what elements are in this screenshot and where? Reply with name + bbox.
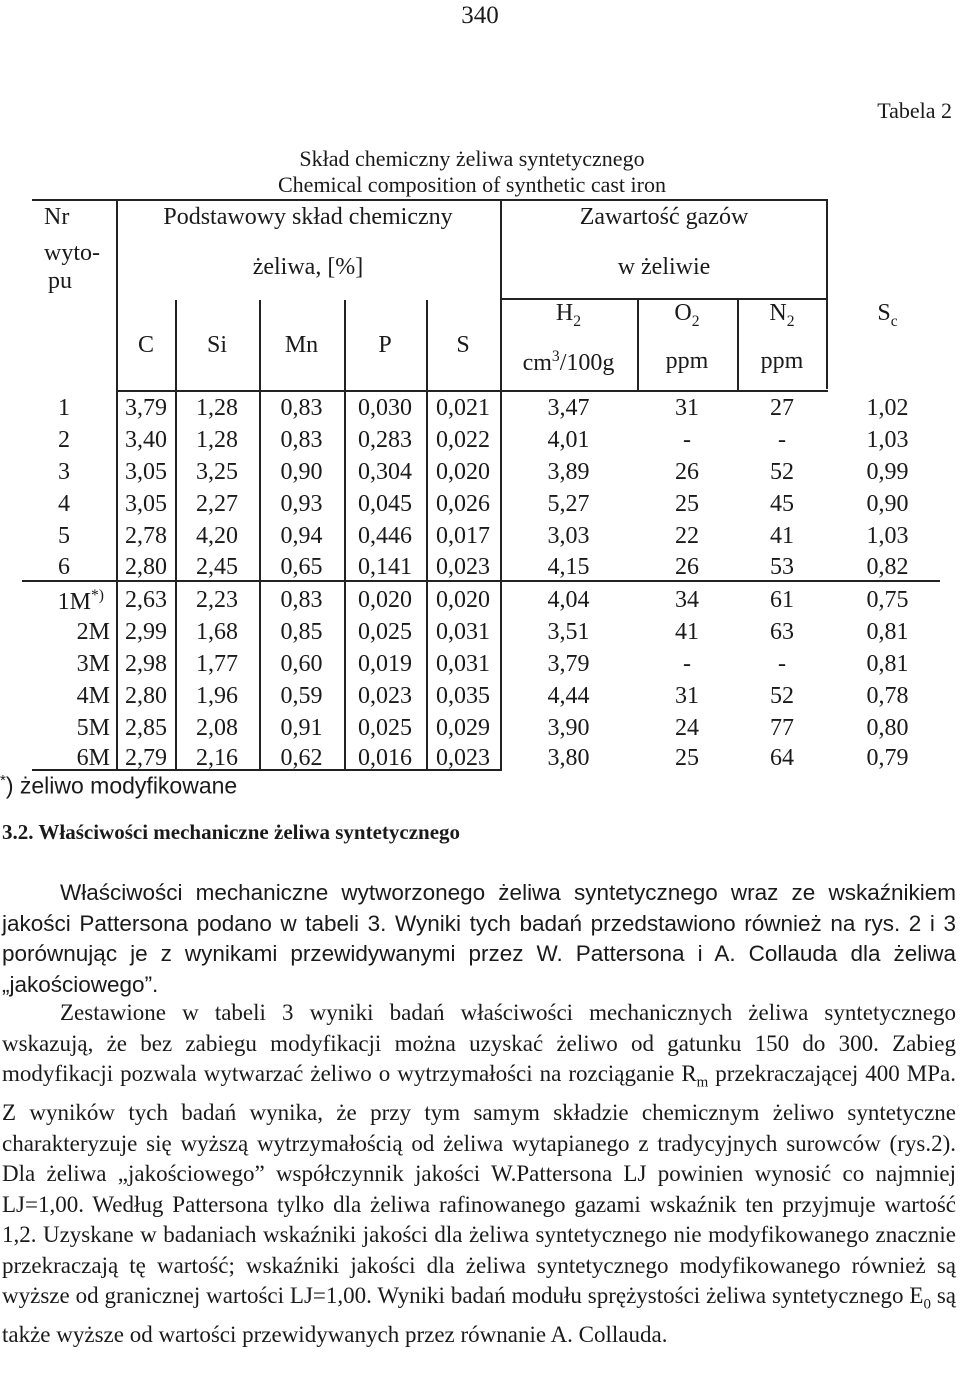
cell-o2: 41 — [675, 619, 699, 645]
cell-p: 0,025 — [358, 619, 412, 645]
cell-c: 2,98 — [125, 651, 167, 677]
cell-s: 0,020 — [436, 459, 490, 485]
cell-n2: - — [778, 427, 786, 453]
col-header-p: P — [378, 332, 392, 358]
cell-sc: 1,03 — [866, 427, 909, 453]
paragraph-1: Właściwości mechaniczne wytworzonego żeliwa syntetycznego wraz ze wskaźnikiem jakości Pattersona podano w tabeli 3. Wyniki tych badań przedstawiono również na rys. 2 i 3 porównując je z wynikami przewidywanymi przez W. Pattersona i A. Collauda dla żeliwa „jakościowego”. — [2, 880, 956, 997]
col-header-n2-unit: ppm — [760, 348, 804, 374]
cell-h2: 4,15 — [547, 554, 590, 580]
cell-o2: 31 — [675, 395, 699, 421]
cell-n2: 64 — [770, 745, 794, 771]
cell-p: 0,020 — [358, 587, 412, 613]
cell-si: 2,27 — [196, 491, 238, 517]
section-heading: 3.2. Właściwości mechaniczne żeliwa syntetycznego — [2, 820, 461, 844]
cell-h2: 3,03 — [547, 523, 590, 549]
table-caption-english: Chemical composition of synthetic cast iron — [278, 172, 666, 197]
cell-si: 3,25 — [196, 459, 238, 485]
col-header-s: S — [456, 332, 470, 358]
cell-p: 0,045 — [358, 491, 412, 517]
cell-mn: 0,65 — [280, 554, 323, 580]
cell-h2: 4,44 — [547, 683, 590, 709]
cell-mn: 0,59 — [280, 683, 323, 709]
cell-si: 2,23 — [196, 587, 238, 613]
cell-nr: 4 — [58, 491, 70, 517]
cell-si: 1,68 — [196, 619, 238, 645]
col-header-h2: $H_2$ — [555, 300, 582, 330]
cell-p: 0,023 — [358, 683, 412, 709]
cell-h2: 4,01 — [547, 427, 590, 453]
col-header-mn: Mn — [284, 332, 319, 358]
header-basic-composition: Podstawowy skład chemiczny — [163, 204, 453, 230]
cell-si: 1,96 — [196, 683, 238, 709]
cell-c: 2,80 — [125, 554, 167, 580]
cell-p: 0,030 — [358, 395, 412, 421]
cell-h2: 3,89 — [547, 459, 590, 485]
cell-s: 0,026 — [436, 491, 490, 517]
header-gas-content: Zawartość gazów — [579, 204, 749, 230]
cell-c: 2,80 — [125, 683, 167, 709]
cell-nr: 6M — [76, 745, 110, 771]
cell-c: 2,79 — [125, 745, 167, 771]
cell-nr: 1 — [58, 395, 70, 421]
cell-si: 2,08 — [196, 715, 238, 741]
col-header-o2: $O_2$ — [674, 300, 700, 330]
cell-p: 0,019 — [358, 651, 412, 677]
cell-n2: 41 — [770, 523, 794, 549]
cell-c: 2,99 — [125, 619, 167, 645]
cell-n2: 52 — [770, 459, 794, 485]
cell-s: 0,022 — [436, 427, 490, 453]
cell-mn: 0,83 — [280, 587, 323, 613]
cell-p: 0,446 — [358, 523, 412, 549]
cell-c: 2,85 — [125, 715, 167, 741]
cell-o2: 22 — [675, 523, 699, 549]
cell-sc: 0,75 — [866, 587, 909, 613]
col-header-c: C — [137, 332, 154, 358]
table-top-rule — [32, 199, 828, 201]
cell-s: 0,017 — [436, 523, 490, 549]
table-label: Tabela 2 — [877, 98, 952, 123]
footnote: *) żeliwo modyfikowane — [0, 772, 238, 799]
cell-n2: 45 — [770, 491, 794, 517]
cell-h2: 3,80 — [547, 745, 590, 771]
cell-sc: 0,81 — [866, 651, 909, 677]
cell-s: 0,035 — [436, 683, 490, 709]
cell-sc: 0,99 — [866, 459, 909, 485]
cell-c: 2,78 — [125, 523, 167, 549]
cell-s: 0,021 — [436, 395, 490, 421]
cell-n2: 27 — [770, 395, 794, 421]
cell-nr: 4M — [76, 683, 110, 709]
cell-p: 0,304 — [358, 459, 412, 485]
cell-si: 2,16 — [196, 745, 238, 771]
cell-o2: 26 — [675, 554, 699, 580]
cell-nr: 3 — [58, 459, 70, 485]
cell-sc: 0,90 — [866, 491, 909, 517]
col-header-n2: $N_2$ — [769, 300, 795, 330]
cell-n2: 77 — [770, 715, 794, 741]
col-header-sc: $S_c$ — [877, 300, 898, 330]
cell-p: 0,025 — [358, 715, 412, 741]
cell-si: 4,20 — [196, 523, 238, 549]
cell-s: 0,031 — [436, 619, 490, 645]
cell-si: 2,45 — [196, 554, 238, 580]
cell-sc: 0,79 — [866, 745, 909, 771]
cell-s: 0,023 — [436, 745, 490, 771]
cell-p: 0,016 — [358, 745, 412, 771]
cell-n2: 53 — [770, 554, 794, 580]
cell-o2: 34 — [675, 587, 699, 613]
cell-mn: 0,85 — [280, 619, 323, 645]
cell-n2: 61 — [770, 587, 794, 613]
col-header-o2-unit: ppm — [665, 348, 709, 374]
cell-n2: - — [778, 651, 786, 677]
cell-o2: 25 — [675, 745, 699, 771]
cell-h2: 3,47 — [547, 395, 590, 421]
cell-c: 3,05 — [125, 459, 167, 485]
cell-sc: 0,82 — [866, 554, 909, 580]
header-basic-composition-unit: żeliwa, [%] — [252, 254, 364, 280]
cell-nr: 5M — [76, 715, 110, 741]
header-nr: Nr — [44, 204, 70, 230]
cell-si: 1,77 — [196, 651, 238, 677]
cell-c: 3,40 — [125, 427, 167, 453]
cell-mn: 0,62 — [280, 745, 323, 771]
cell-sc: 1,02 — [866, 395, 909, 421]
cell-n2: 63 — [770, 619, 794, 645]
cell-si: 1,28 — [196, 395, 238, 421]
cell-p: 0,283 — [358, 427, 412, 453]
cell-s: 0,031 — [436, 651, 490, 677]
cell-nr: 1M*) — [57, 587, 104, 615]
cell-nr: 3M — [76, 651, 110, 677]
cell-s: 0,029 — [436, 715, 490, 741]
paragraph-2: Zestawione w tabeli 3 wyniki badań właściwości mechanicznych żeliwa syntetycznego wskazują, że bez zabiegu modyfikacji można uzyskać żeliwo od gatunku 150 do 300. Zabieg modyfikacji pozwala wytwarzać żeliwo o wytrzymałości na rozciąganie $R_m$ przekraczającej 400 MPa. Z wyników tych badań wynika, że przy tym samym składzie chemicznym żeliwo syntetyczne charakteryzuje się wyższą wytrzymałością od żeliwa wytapianego z tradycyjnych surowców (rys.2). Dla żeliwa „jakościowego” współczynnik jakości W.Pattersona LJ powinien wynosić co najmniej LJ=1,00. Według Pattersona tylko dla żeliwa rafinowanego gazami wskaźnik ten przyjmuje wartość 1,2. Uzyskane w badaniach wskaźniki jakości dla żeliwa syntetycznego nie modyfikowanego znacznie przekraczają tę wartość; wskaźniki jakości dla żeliwa syntetycznego modyfikowanego również są wyższe od granicznej wartości LJ=1,00. Wyniki badań modułu sprężystości żeliwa syntetycznego $E_0$ są także wyższe od wartości przewidywanych przez równanie A. Collauda. — [2, 1000, 956, 1348]
cell-si: 1,28 — [196, 427, 238, 453]
cell-c: 2,63 — [125, 587, 167, 613]
cell-o2: 26 — [675, 459, 699, 485]
col-header-si: Si — [206, 332, 227, 358]
cell-mn: 0,83 — [280, 427, 323, 453]
cell-o2: 24 — [675, 715, 699, 741]
header-nr-line3: pu — [48, 268, 72, 294]
table-header-bottom-rule — [116, 390, 828, 392]
cell-o2: 31 — [675, 683, 699, 709]
header-nr-line2: wyto- — [44, 240, 100, 266]
cell-mn: 0,93 — [280, 491, 323, 517]
col-header-h2-unit: $cm^3/100g$ — [522, 348, 615, 376]
cell-s: 0,023 — [436, 554, 490, 580]
cell-sc: 0,81 — [866, 619, 909, 645]
cell-sc: 0,78 — [866, 683, 909, 709]
cell-c: 3,05 — [125, 491, 167, 517]
cell-nr: 5 — [58, 523, 70, 549]
cell-s: 0,020 — [436, 587, 490, 613]
header-gas-content-line2: w żeliwie — [617, 254, 711, 280]
cell-sc: 0,80 — [866, 715, 909, 741]
cell-mn: 0,60 — [280, 651, 323, 677]
cell-h2: 3,79 — [547, 651, 590, 677]
page-number: 340 — [461, 2, 499, 29]
cell-sc: 1,03 — [866, 523, 909, 549]
cell-p: 0,141 — [358, 554, 412, 580]
cell-o2: 25 — [675, 491, 699, 517]
cell-o2: - — [683, 427, 691, 453]
cell-o2: - — [683, 651, 691, 677]
cell-h2: 3,90 — [547, 715, 590, 741]
cell-n2: 52 — [770, 683, 794, 709]
cell-nr: 6 — [58, 554, 70, 580]
cell-mn: 0,90 — [280, 459, 323, 485]
cell-h2: 3,51 — [547, 619, 590, 645]
cell-nr: 2M — [76, 619, 110, 645]
cell-h2: 4,04 — [547, 587, 590, 613]
cell-mn: 0,94 — [280, 523, 323, 549]
cell-mn: 0,91 — [280, 715, 323, 741]
cell-mn: 0,83 — [280, 395, 323, 421]
cell-nr: 2 — [58, 427, 70, 453]
table-caption-polish: Skład chemiczny żeliwa syntetycznego — [299, 146, 645, 171]
cell-c: 3,79 — [125, 395, 167, 421]
cell-h2: 5,27 — [547, 491, 590, 517]
